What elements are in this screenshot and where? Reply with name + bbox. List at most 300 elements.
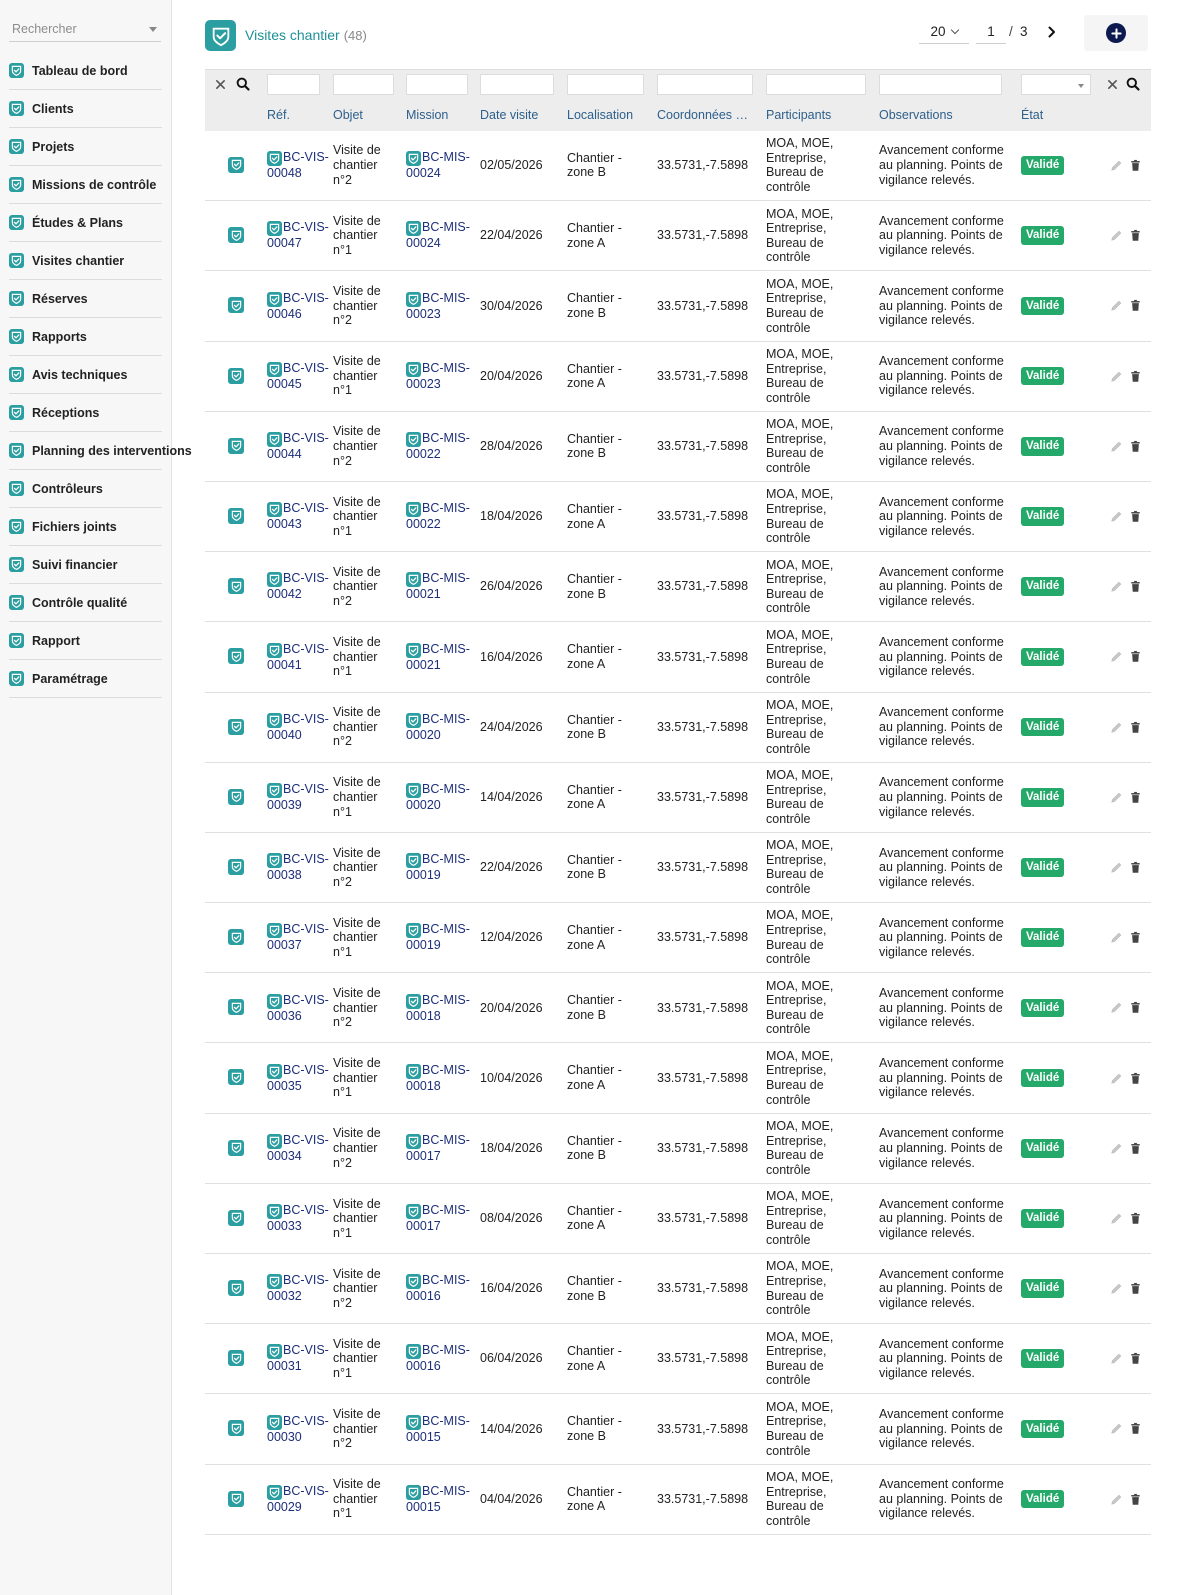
table-row[interactable]	[205, 973, 1151, 1043]
trash-icon[interactable]	[1129, 1493, 1142, 1506]
column-header-row	[205, 99, 1151, 131]
cell-ref[interactable]	[267, 832, 333, 902]
cell-localisation: Chantier - zone B	[567, 150, 622, 180]
cell-actions	[1107, 762, 1151, 832]
trash-icon[interactable]	[1129, 440, 1142, 453]
mission-link[interactable]	[406, 922, 470, 952]
cell-mission[interactable]	[406, 1254, 480, 1324]
mission-text: BC-MIS-00024	[406, 150, 470, 181]
column-header-date[interactable]: Date visite	[480, 107, 539, 122]
cell-coordonnees: 33.5731,-7.5898	[657, 860, 749, 875]
row-select-cell[interactable]	[205, 481, 267, 551]
cell-etat	[1021, 201, 1107, 271]
shield-check-icon	[406, 221, 421, 236]
cell-objet: Visite de chantier n°1	[333, 354, 381, 398]
cell-ref[interactable]	[267, 1113, 333, 1183]
row-select-cell[interactable]	[205, 552, 267, 622]
filter-participants-input[interactable]	[766, 74, 866, 95]
clear-filter-icon[interactable]	[215, 79, 226, 90]
row-select-cell[interactable]	[205, 832, 267, 902]
cell-ref[interactable]	[267, 1324, 333, 1394]
ref-text: BC-VIS-00038	[267, 852, 329, 883]
ref-text: BC-VIS-00039	[267, 781, 329, 812]
shield-check-icon[interactable]	[228, 999, 244, 1015]
table-row[interactable]	[205, 1043, 1151, 1113]
table-row[interactable]	[205, 1464, 1151, 1534]
mission-text: BC-MIS-00015	[406, 1483, 470, 1514]
trash-icon[interactable]	[1129, 650, 1142, 663]
table-row[interactable]	[205, 131, 1151, 201]
cell-localisation: Chantier - zone A	[567, 642, 622, 671]
filter-date-input[interactable]	[480, 74, 554, 95]
cell-objet: Visite de chantier n°2	[333, 564, 381, 609]
table-row[interactable]	[205, 762, 1151, 832]
shield-check-icon	[406, 1344, 421, 1359]
cell-actions	[1107, 692, 1151, 762]
cell-observations: Avancement conforme au planning. Points de vigilance relevés.	[879, 1477, 1004, 1521]
ref-link[interactable]	[267, 642, 329, 672]
cell-ref[interactable]	[267, 622, 333, 692]
sidebar-item[interactable]	[9, 318, 162, 356]
cell-etat	[1021, 692, 1107, 762]
cell-ref[interactable]	[267, 1043, 333, 1113]
cell-ref[interactable]	[267, 552, 333, 622]
cell-etat	[1021, 1113, 1107, 1183]
cell-ref[interactable]	[267, 973, 333, 1043]
sidebar-item[interactable]	[9, 356, 162, 394]
mission-link[interactable]	[406, 1203, 470, 1233]
mission-link[interactable]	[406, 291, 470, 321]
filter-localisation-input[interactable]	[567, 74, 644, 95]
row-select-cell[interactable]	[205, 1183, 267, 1253]
cell-observations: Avancement conforme au planning. Points de vigilance relevés.	[879, 915, 1004, 959]
sidebar-item[interactable]	[9, 204, 162, 242]
mission-link[interactable]	[406, 642, 470, 672]
ref-link[interactable]	[267, 571, 329, 601]
column-header-objet[interactable]: Objet	[333, 107, 363, 122]
ref-link[interactable]	[267, 150, 329, 180]
pencil-icon[interactable]	[1110, 440, 1123, 453]
page-size-value: 20	[930, 24, 946, 39]
table-row[interactable]	[205, 552, 1151, 622]
ref-link[interactable]	[267, 1063, 329, 1093]
table-row[interactable]	[205, 411, 1151, 481]
row-select-cell[interactable]	[205, 1464, 267, 1534]
cell-mission[interactable]	[406, 1183, 480, 1253]
shield-check-icon[interactable]	[228, 578, 244, 594]
cell-participants: MOA, MOE, Entreprise, Bureau de contrôle	[766, 206, 834, 265]
status-badge: Validé	[1021, 1420, 1064, 1439]
sidebar-search[interactable]	[9, 18, 161, 42]
sidebar-item[interactable]	[9, 90, 162, 128]
cell-objet: Visite de chantier n°1	[333, 775, 381, 819]
mission-text: BC-MIS-00015	[406, 1413, 470, 1444]
row-select-cell[interactable]	[205, 973, 267, 1043]
table-row[interactable]	[205, 271, 1151, 341]
trash-icon[interactable]	[1129, 510, 1142, 523]
ref-link[interactable]	[267, 1133, 329, 1163]
cell-ref[interactable]	[267, 1254, 333, 1324]
cell-ref[interactable]	[267, 1183, 333, 1253]
cell-mission[interactable]	[406, 1464, 480, 1534]
cell-ref[interactable]	[267, 411, 333, 481]
cell-mission[interactable]	[406, 1394, 480, 1464]
cell-actions	[1107, 201, 1151, 271]
ref-link[interactable]	[267, 922, 329, 952]
trash-icon[interactable]	[1129, 1001, 1142, 1014]
shield-check-icon	[406, 432, 421, 447]
mission-link[interactable]	[406, 501, 470, 531]
pencil-icon[interactable]	[1110, 1142, 1123, 1155]
pencil-icon[interactable]	[1110, 159, 1123, 172]
shield-check-icon[interactable]	[228, 929, 244, 945]
cell-localisation: Chantier - zone B	[567, 993, 622, 1022]
cell-coordonnees: 33.5731,-7.5898	[657, 1421, 749, 1436]
shield-check-icon	[406, 1134, 421, 1149]
sidebar-item[interactable]	[9, 508, 162, 546]
cell-date: 18/04/2026	[480, 509, 543, 524]
sidebar-item[interactable]	[9, 166, 162, 204]
shield-check-icon[interactable]	[228, 438, 244, 454]
next-page-button[interactable]	[1043, 23, 1061, 41]
cell-mission[interactable]	[406, 903, 480, 973]
cell-observations: Avancement conforme au planning. Points de vigilance relevés.	[879, 424, 1004, 468]
ref-text: BC-VIS-00034	[267, 1132, 329, 1163]
pencil-icon[interactable]	[1110, 580, 1123, 593]
pencil-icon[interactable]	[1110, 1001, 1123, 1014]
trash-icon[interactable]	[1129, 861, 1142, 874]
ref-link[interactable]	[267, 431, 329, 461]
ref-text: BC-VIS-00047	[267, 220, 329, 251]
ref-link[interactable]	[267, 1273, 329, 1303]
cell-mission[interactable]	[406, 201, 480, 271]
ref-link[interactable]	[267, 1484, 329, 1514]
shield-check-icon	[9, 139, 24, 154]
table-row[interactable]	[205, 832, 1151, 902]
ref-link[interactable]	[267, 712, 329, 742]
search-icon[interactable]	[236, 77, 250, 91]
mission-link[interactable]	[406, 1133, 470, 1163]
mission-link[interactable]	[406, 1273, 470, 1303]
status-badge: Validé	[1021, 1349, 1064, 1368]
mission-link[interactable]	[406, 150, 470, 180]
row-select-cell[interactable]	[205, 131, 267, 201]
cell-objet: Visite de chantier n°1	[333, 1056, 381, 1100]
cell-mission[interactable]	[406, 762, 480, 832]
cell-ref[interactable]	[267, 1394, 333, 1464]
row-select-cell[interactable]	[205, 1394, 267, 1464]
caret-down-icon[interactable]	[149, 27, 157, 32]
trash-icon[interactable]	[1129, 580, 1142, 593]
cell-observations: Avancement conforme au planning. Points de vigilance relevés.	[879, 354, 1004, 398]
table-row[interactable]	[205, 1254, 1151, 1324]
mission-text: BC-MIS-00021	[406, 641, 470, 672]
pencil-icon[interactable]	[1110, 931, 1123, 944]
shield-check-icon[interactable]	[228, 508, 244, 524]
select-column-header	[205, 99, 267, 131]
cell-ref[interactable]	[267, 1464, 333, 1534]
cell-objet: Visite de chantier n°1	[333, 915, 381, 959]
cell-mission[interactable]	[406, 832, 480, 902]
table-row[interactable]	[205, 1324, 1151, 1394]
pencil-icon[interactable]	[1110, 1422, 1123, 1435]
cell-mission[interactable]	[406, 973, 480, 1043]
pencil-icon[interactable]	[1110, 1352, 1123, 1365]
cell-participants: MOA, MOE, Entreprise, Bureau de contrôle	[766, 908, 834, 967]
pencil-icon[interactable]	[1110, 1072, 1123, 1085]
cell-mission[interactable]	[406, 692, 480, 762]
cell-actions	[1107, 341, 1151, 411]
shield-check-icon	[406, 853, 421, 868]
table-body	[205, 131, 1151, 1535]
ref-link[interactable]	[267, 1343, 329, 1373]
status-badge: Validé	[1021, 1279, 1064, 1298]
pencil-icon[interactable]	[1110, 721, 1123, 734]
cell-ref[interactable]	[267, 201, 333, 271]
pencil-icon[interactable]	[1110, 1282, 1123, 1295]
table-row[interactable]	[205, 903, 1151, 973]
sidebar-item[interactable]	[9, 546, 162, 584]
row-select-cell[interactable]	[205, 622, 267, 692]
trash-icon[interactable]	[1129, 1282, 1142, 1295]
cell-mission[interactable]	[406, 622, 480, 692]
cell-mission[interactable]	[406, 341, 480, 411]
mission-link[interactable]	[406, 1484, 470, 1514]
page-size-select[interactable]	[919, 20, 969, 44]
sidebar-item[interactable]	[9, 622, 162, 660]
shield-check-icon[interactable]	[228, 789, 244, 805]
mission-text: BC-MIS-00020	[406, 781, 470, 812]
row-select-cell[interactable]	[205, 1324, 267, 1394]
mission-link[interactable]	[406, 220, 470, 250]
cell-ref[interactable]	[267, 762, 333, 832]
shield-check-icon[interactable]	[228, 1140, 244, 1156]
row-select-cell[interactable]	[205, 271, 267, 341]
cell-ref[interactable]	[267, 271, 333, 341]
column-header-mission[interactable]: Mission	[406, 107, 449, 122]
search-icon[interactable]	[1126, 77, 1140, 91]
cell-objet: Visite de chantier n°2	[333, 143, 381, 187]
sidebar-item-label: Visites chantier	[32, 253, 125, 268]
ref-link[interactable]	[267, 291, 329, 321]
shield-check-icon[interactable]	[228, 297, 244, 313]
sidebar-item[interactable]	[9, 432, 192, 470]
column-header-ref[interactable]: Réf.	[267, 107, 290, 122]
trash-icon[interactable]	[1129, 931, 1142, 944]
cell-ref[interactable]	[267, 903, 333, 973]
cell-mission[interactable]	[406, 131, 480, 201]
filter-observations-input[interactable]	[879, 74, 1002, 95]
table-row[interactable]	[205, 1113, 1151, 1183]
pencil-icon[interactable]	[1110, 1212, 1123, 1225]
sidebar-item[interactable]	[9, 128, 162, 166]
cell-ref[interactable]	[267, 481, 333, 551]
ref-link[interactable]	[267, 1414, 329, 1444]
shield-check-icon	[9, 633, 24, 648]
filter-etat-select[interactable]	[1021, 74, 1091, 95]
cell-ref[interactable]	[267, 692, 333, 762]
cell-mission[interactable]	[406, 481, 480, 551]
ref-link[interactable]	[267, 361, 329, 391]
sidebar-item-label: Réceptions	[32, 405, 100, 420]
ref-text: BC-VIS-00031	[267, 1343, 329, 1374]
table-row[interactable]	[205, 1183, 1151, 1253]
shield-check-icon[interactable]	[228, 648, 244, 664]
trash-icon[interactable]	[1129, 1212, 1142, 1225]
cell-observations: Avancement conforme au planning. Points de vigilance relevés.	[879, 635, 1004, 679]
pencil-icon[interactable]	[1110, 370, 1123, 383]
trash-icon[interactable]	[1129, 791, 1142, 804]
pencil-icon[interactable]	[1110, 299, 1123, 312]
table-row[interactable]	[205, 622, 1151, 692]
cell-participants: MOA, MOE, Entreprise, Bureau de contrôle	[766, 1399, 834, 1458]
filter-objet-input[interactable]	[333, 74, 394, 95]
row-select-cell[interactable]	[205, 1043, 267, 1113]
table-row[interactable]	[205, 1394, 1151, 1464]
trash-icon[interactable]	[1129, 159, 1142, 172]
trash-icon[interactable]	[1129, 1142, 1142, 1155]
trash-icon[interactable]	[1129, 1072, 1142, 1085]
mission-link[interactable]	[406, 852, 470, 882]
shield-check-icon[interactable]	[228, 859, 244, 875]
column-header-coordonnees[interactable]: Coordonnées …	[657, 107, 749, 122]
cell-observations: Avancement conforme au planning. Points de vigilance relevés.	[879, 1407, 1004, 1451]
cell-mission[interactable]	[406, 411, 480, 481]
filter-tools-cell	[205, 70, 267, 99]
mission-link[interactable]	[406, 1343, 470, 1373]
ref-link[interactable]	[267, 993, 329, 1023]
pencil-icon[interactable]	[1110, 791, 1123, 804]
shield-check-icon[interactable]	[228, 1420, 244, 1436]
pencil-icon[interactable]	[1110, 229, 1123, 242]
chevron-down-icon	[950, 25, 958, 33]
sidebar-item[interactable]	[9, 470, 162, 508]
sidebar-item[interactable]	[9, 660, 162, 698]
shield-check-icon[interactable]	[228, 1350, 244, 1366]
status-badge: Validé	[1021, 577, 1064, 596]
mission-link[interactable]	[406, 993, 470, 1023]
ref-link[interactable]	[267, 852, 329, 882]
shield-check-icon[interactable]	[228, 368, 244, 384]
mission-link[interactable]	[406, 712, 470, 742]
ref-link[interactable]	[267, 501, 329, 531]
status-badge: Validé	[1021, 928, 1064, 947]
cell-objet: Visite de chantier n°2	[333, 985, 381, 1030]
cell-objet: Visite de chantier n°1	[333, 213, 381, 258]
sidebar-item[interactable]	[9, 242, 162, 280]
ref-link[interactable]	[267, 1203, 329, 1233]
ref-link[interactable]	[267, 220, 329, 250]
cell-mission[interactable]	[406, 552, 480, 622]
mission-link[interactable]	[406, 431, 470, 461]
row-select-cell[interactable]	[205, 341, 267, 411]
shield-check-icon	[9, 405, 24, 420]
sidebar-item[interactable]	[9, 394, 162, 432]
cell-actions	[1107, 271, 1151, 341]
column-header-etat[interactable]: État	[1021, 107, 1044, 122]
shield-check-icon	[9, 177, 24, 192]
cell-mission[interactable]	[406, 1113, 480, 1183]
shield-check-icon	[9, 215, 24, 230]
cell-mission[interactable]	[406, 1324, 480, 1394]
shield-check-icon[interactable]	[228, 157, 244, 173]
column-header-observations[interactable]: Observations	[879, 107, 953, 122]
row-select-cell[interactable]	[205, 201, 267, 271]
trash-icon[interactable]	[1129, 299, 1142, 312]
shield-check-icon	[406, 362, 421, 377]
cell-ref[interactable]	[267, 341, 333, 411]
pencil-icon[interactable]	[1110, 510, 1123, 523]
table-row[interactable]	[205, 201, 1151, 271]
shield-check-icon[interactable]	[228, 1280, 244, 1296]
sidebar-item[interactable]	[9, 52, 162, 90]
current-page-input[interactable]: 1	[976, 20, 1006, 44]
table-row[interactable]	[205, 341, 1151, 411]
mission-link[interactable]	[406, 782, 470, 812]
table-row[interactable]	[205, 692, 1151, 762]
mission-link[interactable]	[406, 1063, 470, 1093]
shield-check-icon	[406, 994, 421, 1009]
filter-coordonnees-input[interactable]	[657, 74, 753, 95]
row-select-cell[interactable]	[205, 1113, 267, 1183]
table-row[interactable]	[205, 481, 1151, 551]
filter-ref-input[interactable]	[267, 74, 320, 95]
trash-icon[interactable]	[1129, 370, 1142, 383]
filter-mission-input[interactable]	[406, 74, 468, 95]
shield-check-icon[interactable]	[228, 227, 244, 243]
trash-icon[interactable]	[1129, 229, 1142, 242]
ref-link[interactable]	[267, 782, 329, 812]
shield-check-icon[interactable]	[228, 1491, 244, 1507]
row-select-cell[interactable]	[205, 411, 267, 481]
trash-icon[interactable]	[1129, 1422, 1142, 1435]
trash-icon[interactable]	[1129, 1352, 1142, 1365]
row-select-cell[interactable]	[205, 762, 267, 832]
cell-etat	[1021, 903, 1107, 973]
column-header-participants[interactable]: Participants	[766, 107, 832, 122]
ref-text: BC-VIS-00037	[267, 922, 329, 953]
mission-text: BC-MIS-00023	[406, 290, 470, 321]
cell-coordonnees: 33.5731,-7.5898	[657, 1351, 749, 1366]
pencil-icon[interactable]	[1110, 650, 1123, 663]
trash-icon[interactable]	[1129, 721, 1142, 734]
shield-check-icon[interactable]	[228, 1210, 244, 1226]
cell-mission[interactable]	[406, 1043, 480, 1113]
row-select-cell[interactable]	[205, 692, 267, 762]
cell-mission[interactable]	[406, 271, 480, 341]
sidebar-item[interactable]	[9, 280, 162, 318]
shield-check-icon[interactable]	[228, 1069, 244, 1085]
row-select-cell[interactable]	[205, 1254, 267, 1324]
add-record-button[interactable]	[1084, 15, 1148, 51]
cell-localisation: Chantier - zone B	[567, 1274, 622, 1303]
clear-filter-icon[interactable]	[1107, 79, 1118, 90]
sidebar-item[interactable]	[9, 584, 162, 622]
pencil-icon[interactable]	[1110, 861, 1123, 874]
mission-link[interactable]	[406, 1414, 470, 1444]
sidebar-search-input[interactable]	[9, 18, 139, 40]
mission-link[interactable]	[406, 571, 470, 601]
shield-check-icon[interactable]	[228, 719, 244, 735]
cell-localisation: Chantier - zone A	[567, 501, 622, 531]
cell-actions	[1107, 481, 1151, 551]
status-badge: Validé	[1021, 297, 1064, 316]
mission-link[interactable]	[406, 361, 470, 391]
row-select-cell[interactable]	[205, 903, 267, 973]
column-header-localisation[interactable]: Localisation	[567, 107, 634, 122]
cell-ref[interactable]	[267, 131, 333, 201]
pencil-icon[interactable]	[1110, 1493, 1123, 1506]
